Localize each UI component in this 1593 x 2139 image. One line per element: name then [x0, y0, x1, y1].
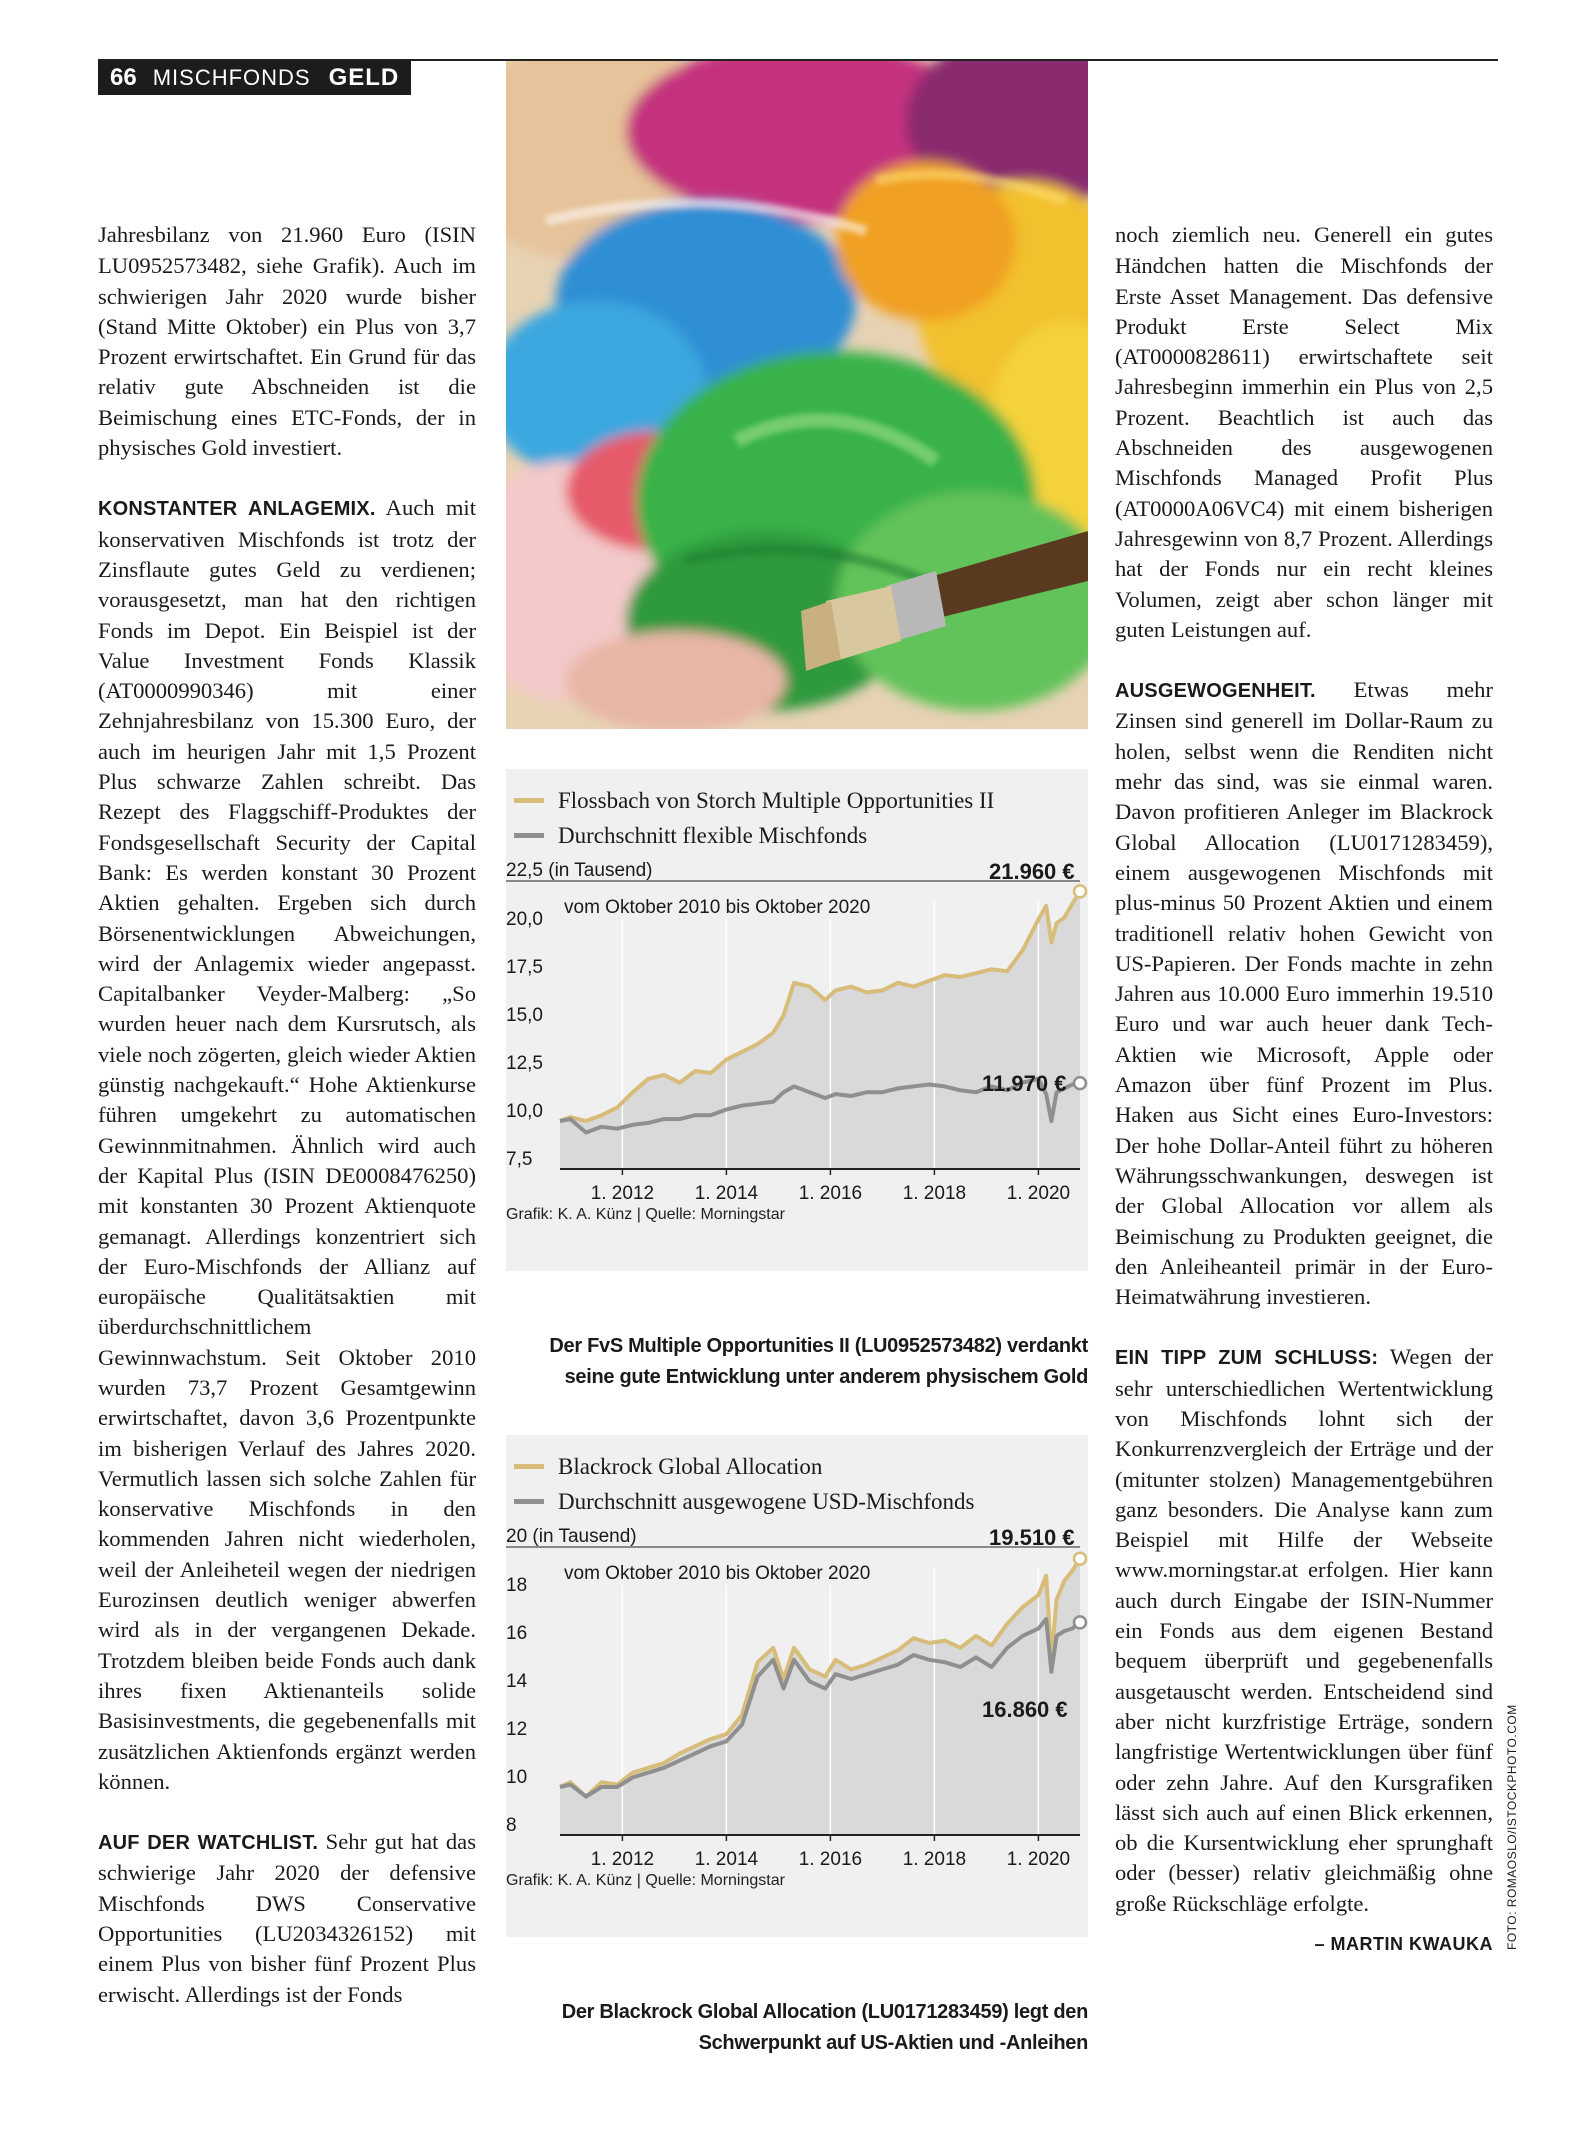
end-value-average: 11.970 € — [982, 1071, 1067, 1096]
series-endpoint-average — [1074, 1077, 1086, 1089]
x-tick-label: 1. 2020 — [1006, 1183, 1071, 1204]
legend-label: Durchschnitt flexible Mischfonds — [558, 823, 868, 848]
period-label: vom Oktober 2010 bis Oktober 2020 — [560, 1563, 874, 1585]
paragraph-text: Etwas mehr Zinsen sind generell im Dollar-Raum zu holen, selbst wenn die Renditen nicht mehr das sind, was sie einmal waren. Davon profitieren Anleger im Blackrock Global Allocation (LU0171283459), einem ausgewogenen Mischfonds mit plus-minus 50 Prozent Aktien und einem traditionell relativ hohen Gewicht von US-Papieren. Der Fonds machte in zehn Jahren aus 10.000 Euro immerhin 19.510 Euro und war auch heuer dank Tech-Aktien wie Microsoft, Apple oder Amazon über fünf Prozent im Plus. Haken aus Sicht eines Euro-Investors: Der hohe Dollar-Anteil führt zu höheren Währungsschwankungen, deswegen ist der Global Allocation vor allem als Beimischung zu Produkten geeignet, die den Anleiheanteil primär in der Euro-Heimatwährung investieren. — [1115, 677, 1493, 1310]
paragraph-lead: KONSTANTER ANLAGEMIX. — [98, 498, 376, 521]
y-tick-label: 16 — [506, 1623, 528, 1644]
paragraph-text: Auch mit konservativen Mischfonds ist trotz der Zinsflaute gutes Geld zu verdienen; vorausgesetzt, man hat den richtigen Fonds im Depot. Ein Beispiel ist der Value Investment Fonds Klassik (AT0000990346) mit einer Zehnjahresbilanz von 15.300 Euro, der auch im heurigen Jahr mit 1,5 Prozent Plus schwarze Zahlen schreibt. Das Rezept des Flaggschiff-Produktes der Fondsgesellschaft Security der Capital Bank: Es werden konstant 30 Prozent Aktien gehalten. Ergeben sich durch Börsenentwicklungen Abweichungen, wird der Anlagemix wieder angepasst. Capitalbanker Veyder-Malberg: „So wurden heuer nach dem Kursrutsch, als viele noch zögerten, gleich wieder Aktien günstig nachgekauft.“ Hohe Aktienkurse führen umgekehrt zu automatischen Gewinnmitnahmen. Ähnlich wird auch der Kapital Plus (ISIN DE0008476250) mit konstanten 30 Prozent Aktienquote gemanagt. Allerdings konzentriert sich der Euro-Mischfonds der Allianz auf europäische Qualitätsaktien mit überdurchschnittlichem Gewinnwachstum. Seit Oktober 2010 wurden 73,7 Prozent Gesamtgewinn erwirtschaftet, davon 3,6 Prozentpunkte im bisherigen Verlauf des Jahres 2020. Vermutlich lassen sich solche Zahlen für konservative Mischfonds in den kommenden Jahren nicht wiederholen, weil der Anleiheteil wegen der niedrigen Eurozinsen deutlich weniger abwerfen wird als in der vergangenen Dekade. Trotzdem bleiben beide Fonds auch dank ihres fixen Aktienanteils solide Basisinvestments, die gegebenenfalls mit zusätzlichen Aktienfonds ergänzt werden können. — [98, 495, 476, 1794]
y-tick-label: 17,5 — [506, 957, 543, 978]
y-tick-label: 20,0 — [506, 909, 543, 930]
paragraph-lead: AUF DER WATCHLIST. — [98, 1832, 319, 1855]
series-endpoint-fund — [1074, 1553, 1086, 1565]
x-tick-label: 1. 2016 — [798, 1849, 863, 1870]
article-column-right — [1115, 220, 1493, 1959]
y-tick-label: 12,5 — [506, 1053, 543, 1074]
chart-legend — [506, 1449, 974, 1519]
y-tick-label: 14 — [506, 1671, 528, 1692]
legend-swatch-average — [514, 1499, 544, 1504]
fund-area — [560, 891, 1080, 1169]
chart-source: Grafik: K. A. Künz | Quelle: Morningstar — [506, 1206, 785, 1223]
x-tick-label: 1. 2018 — [902, 1183, 967, 1204]
legend-item-average — [506, 818, 994, 853]
paragraph — [98, 1827, 476, 2010]
y-tick-label: 10,0 — [506, 1101, 543, 1122]
paragraph-text: Sehr gut hat das schwierige Jahr 2020 der defensive Mischfonds DWS Conservative Opportunities (LU2034326152) mit einem Plus von bisher fünf Prozent Plus erwischt. Allerdings ist der Fonds — [98, 1829, 476, 2007]
end-value-average: 16.860 € — [982, 1697, 1068, 1722]
legend-swatch-fund — [514, 1464, 544, 1469]
x-tick-label: 1. 2012 — [590, 1183, 655, 1204]
legend-swatch-average — [514, 833, 544, 838]
y-tick-label: 15,0 — [506, 1005, 543, 1026]
paragraph-text: Jahresbilanz von 21.960 Euro (ISIN LU0952573482, siehe Grafik). Auch im schwierigen Jahr 2020 wurde bisher (Stand Mitte Oktober) ein Plus von 3,7 Prozent erwirtschaftet. Ein Grund für das relativ gute Abschneiden ist die Beimischung eines ETC-Fonds, der in physisches Gold investiert. — [98, 222, 476, 461]
section-name: MISCHFONDS — [152, 65, 311, 90]
y-tick-label: 7,5 — [506, 1149, 533, 1170]
paragraph — [1115, 675, 1493, 1312]
x-tick-label: 1. 2018 — [902, 1849, 967, 1870]
y-tick-label: 12 — [506, 1719, 528, 1740]
y-axis-unit: 20 (in Tausend) — [506, 1526, 637, 1547]
page-header — [98, 61, 411, 95]
x-tick-label: 1. 2014 — [694, 1183, 759, 1204]
legend-swatch-fund — [514, 798, 544, 803]
legend-item-fund — [506, 783, 994, 818]
x-tick-label: 1. 2016 — [798, 1183, 863, 1204]
paragraph-text: Wegen der sehr unterschiedlichen Wertentwicklung von Mischfonds lohnt sich der Konkurrenzvergleich der Erträge und der (mitunter stolzen) Managementgebühren ganz besonders. Die Analyse kann zum Beispiel mit Hilfe der Webseite www.morningstar.at erfolgen. Hier kann auch durch Eingabe der ISIN-Nummer ein Fonds aus dem eigenen Bestand bequem überprüft und gegebenenfalls ausgetauscht werden. Entscheidend sind aber nicht kurzfristige Erträge, sondern langfristige Wertentwicklungen über fünf oder zehn Jahre. Auf den Kursgrafiken lässt sich auch auf einen Blick erkennen, ob die Kursentwicklung eher sprunghaft oder (besser) relativ gleichmäßig ohne große Rückschläge erfolgte. — [1115, 1344, 1493, 1916]
series-endpoint-average — [1074, 1616, 1086, 1628]
chart-legend — [506, 783, 994, 853]
caption-line: Der FvS Multiple Opportunities II (LU0952573482) verdankt — [549, 1335, 1088, 1357]
chart-caption — [506, 1331, 1088, 1393]
paragraph — [98, 220, 476, 463]
legend-item-average — [506, 1484, 974, 1519]
y-tick-label: 8 — [506, 1815, 517, 1836]
author-byline: – MARTIN KWAUKA — [1314, 1934, 1493, 1955]
photo-credit: FOTO: ROMAOSLO/ISTOCKPHOTO.COM — [1505, 1704, 1519, 1950]
chart-caption — [506, 1997, 1088, 2059]
paragraph-text: noch ziemlich neu. Generell ein gutes Händchen hatten die Mischfonds der Erste Asset Management. Das defensive Produkt Erste Select Mix (AT0000828611) erwirtschaftete seit Jahresbeginn immerhin ein Plus von 2,5 Prozent. Beachtlich ist auch das Abschneiden des ausgewogenen Mischfonds Managed Profit Plus (AT0000A06VC4) mit einem bisherigen Jahresgewinn von 8,7 Prozent. Allerdings hat der Fonds nur ein recht kleines Volumen, zeigt aber schon länger mit guten Leistungen auf. — [1115, 222, 1493, 642]
paragraph-lead: EIN TIPP ZUM SCHLUSS: — [1115, 1347, 1379, 1370]
x-tick-label: 1. 2020 — [1006, 1849, 1071, 1870]
y-axis-unit: 22,5 (in Tausend) — [506, 860, 653, 881]
chart-source: Grafik: K. A. Künz | Quelle: Morningstar — [506, 1872, 785, 1889]
x-tick-label: 1. 2012 — [590, 1849, 655, 1870]
end-value-fund: 21.960 € — [989, 859, 1075, 884]
legend-label: Flossbach von Storch Multiple Opportunities II — [558, 788, 995, 813]
period-label: vom Oktober 2010 bis Oktober 2020 — [560, 897, 874, 919]
chart-blackrock — [506, 1435, 1088, 1937]
caption-line: Der Blackrock Global Allocation (LU0171283459) legt den — [561, 2001, 1088, 2023]
page-number: 66 — [110, 64, 137, 91]
legend-label: Durchschnitt ausgewogene USD-Mischfonds — [558, 1489, 975, 1514]
y-tick-label: 10 — [506, 1767, 528, 1788]
end-value-fund: 19.510 € — [989, 1525, 1075, 1550]
article-column-left — [98, 220, 476, 2040]
paragraph — [98, 493, 476, 1797]
x-tick-label: 1. 2014 — [694, 1849, 759, 1870]
paint-palette-image — [506, 61, 1088, 729]
series-endpoint-fund — [1074, 885, 1086, 897]
legend-label: Blackrock Global Allocation — [558, 1454, 823, 1479]
paragraph-lead: AUSGEWOGENHEIT. — [1115, 680, 1316, 703]
chart-flossbach — [506, 769, 1088, 1271]
y-tick-label: 18 — [506, 1575, 528, 1596]
category-name: GELD — [328, 64, 400, 91]
paragraph — [1115, 1342, 1493, 1919]
caption-line: seine gute Entwicklung unter anderem physischem Gold — [564, 1366, 1088, 1388]
caption-line: Schwerpunkt auf US-Aktien und -Anleihen — [698, 2032, 1088, 2054]
paragraph — [1115, 220, 1493, 645]
legend-item-fund — [506, 1449, 974, 1484]
